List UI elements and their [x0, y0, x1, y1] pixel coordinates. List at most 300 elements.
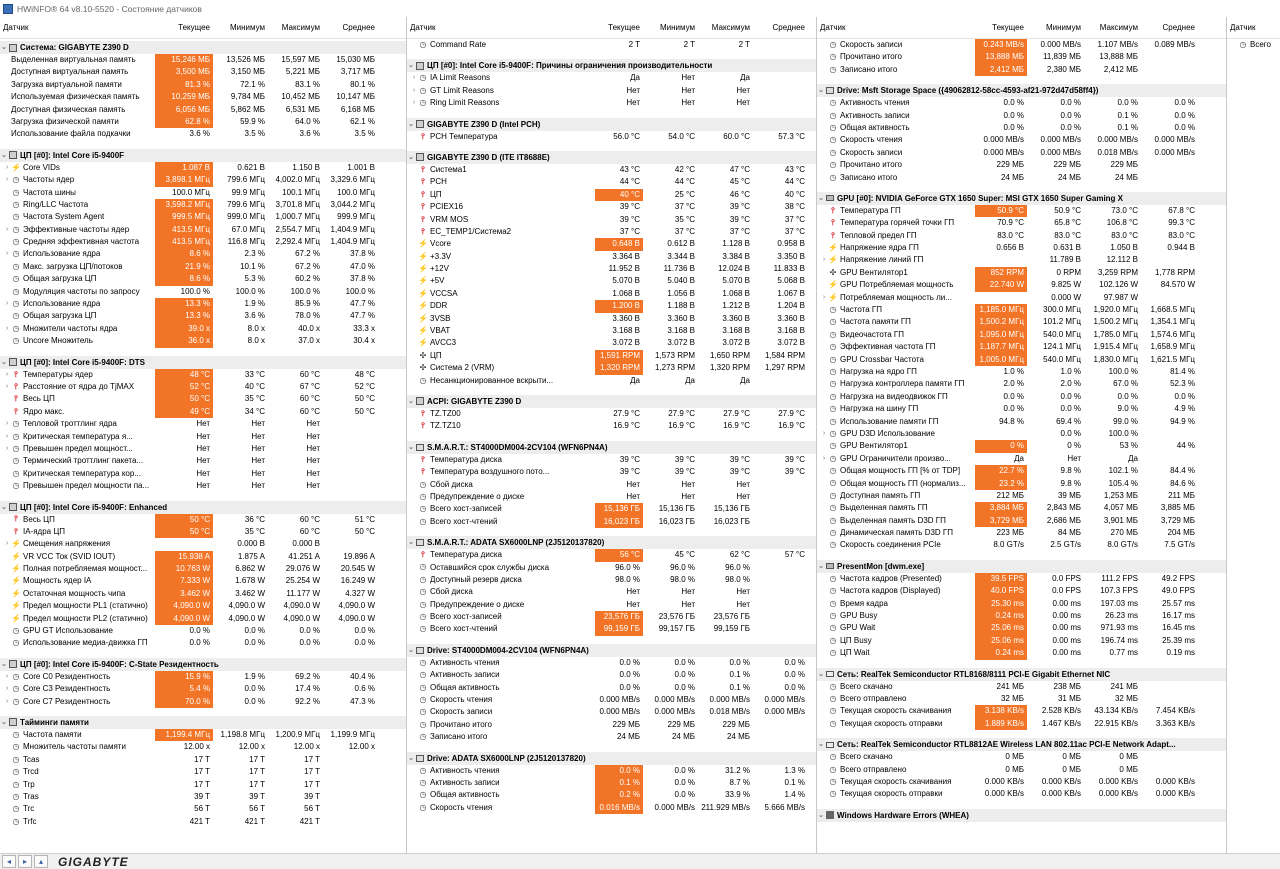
collapse-chevron-icon[interactable]: ⌄ — [1, 660, 7, 668]
collapse-chevron-icon[interactable]: ⌄ — [408, 62, 414, 70]
sensor-row[interactable] — [0, 588, 406, 600]
sensor-row[interactable] — [0, 236, 406, 248]
sensor-row[interactable] — [407, 201, 816, 213]
sensor-name-cell — [817, 598, 975, 610]
sensor-group-title: S.M.A.R.T.: ADATA SX6000LNP (2J5120137820) — [427, 538, 605, 548]
collapse-chevron-icon[interactable]: ⌄ — [408, 120, 414, 128]
sensor-row[interactable] — [817, 242, 1226, 254]
sensor-row[interactable] — [817, 217, 1226, 229]
sensor-row[interactable] — [817, 573, 1226, 585]
sensor-row[interactable] — [817, 329, 1226, 341]
sensor-row[interactable] — [0, 431, 406, 443]
voltage-bolt-icon: ⚡ — [11, 564, 21, 574]
sensor-row[interactable] — [407, 516, 816, 528]
collapse-chevron-icon[interactable]: ⌄ — [408, 646, 414, 654]
sensor-value-max: 2 T — [738, 40, 750, 49]
sensor-name: Trcd — [23, 767, 39, 777]
sensor-value-max: 39 T — [304, 791, 320, 801]
sensor-row[interactable] — [407, 479, 816, 491]
sensor-row[interactable] — [407, 131, 816, 143]
sensor-row[interactable] — [817, 230, 1226, 242]
sensor-group-header[interactable] — [407, 536, 816, 549]
sensor-row[interactable] — [817, 478, 1226, 490]
sensor-value-cur: Нет — [626, 599, 640, 609]
clock-icon: ◷ — [419, 719, 427, 729]
sensor-row[interactable] — [0, 729, 406, 741]
sensor-row[interactable] — [817, 147, 1226, 159]
collapse-chevron-icon[interactable]: ⌄ — [1, 503, 7, 511]
sensor-row[interactable] — [817, 610, 1226, 622]
sensor-pane-2[interactable] — [407, 17, 817, 853]
sensor-group-header[interactable] — [407, 59, 816, 72]
sensor-row[interactable] — [0, 637, 406, 649]
sensor-row[interactable] — [0, 766, 406, 778]
sensor-value-max: 2,412 МБ — [1103, 64, 1138, 74]
sensor-row[interactable] — [0, 224, 406, 236]
sensor-row[interactable] — [817, 416, 1226, 428]
sensor-row[interactable] — [0, 369, 406, 381]
sensor-row[interactable] — [817, 134, 1226, 146]
sensor-value-max: 1,785.0 МГц — [1093, 329, 1138, 339]
sensor-row[interactable] — [407, 325, 816, 337]
sensor-row[interactable] — [817, 585, 1226, 597]
sensor-row[interactable] — [407, 586, 816, 598]
sensor-value-max: 3.6 % — [299, 129, 320, 139]
column-header-min[interactable]: Минимум — [659, 23, 695, 32]
sensor-group-header[interactable] — [0, 41, 406, 54]
sensor-row[interactable] — [817, 776, 1226, 788]
expand-chevron-icon[interactable]: › — [5, 163, 9, 171]
sensor-row[interactable] — [0, 600, 406, 612]
sensor-row[interactable] — [0, 791, 406, 803]
sensor-name: Эффективные частоты ядер — [23, 224, 130, 234]
nav-back-icon[interactable]: ◂ — [2, 855, 16, 868]
sensor-row[interactable] — [0, 526, 406, 538]
sensor-row[interactable] — [817, 205, 1226, 217]
sensor-row[interactable] — [0, 741, 406, 753]
sensor-row[interactable] — [407, 176, 816, 188]
column-header-min[interactable]: Минимум — [1045, 23, 1081, 32]
chip-icon — [416, 120, 424, 128]
sensor-row[interactable] — [817, 788, 1226, 800]
sensor-name: Активность записи — [430, 670, 500, 680]
sensor-value-max: Нет — [736, 599, 750, 609]
sensor-row[interactable] — [407, 789, 816, 801]
sensor-name: Общая активность — [840, 122, 910, 132]
clock-icon: ◷ — [829, 52, 837, 62]
sensor-row[interactable] — [0, 625, 406, 637]
collapse-chevron-icon[interactable]: ⌄ — [1, 718, 7, 726]
sensor-value-avg: 0.19 ms — [1166, 648, 1195, 658]
sensor-name-cell — [407, 657, 595, 669]
sensor-row[interactable] — [407, 694, 816, 706]
sensor-row[interactable] — [0, 803, 406, 815]
sensor-row[interactable] — [0, 754, 406, 766]
sensor-group-header[interactable] — [817, 738, 1226, 751]
sensor-value-cur: 24 МБ — [1000, 172, 1024, 182]
expand-chevron-icon[interactable]: › — [5, 540, 9, 548]
sensor-value-cur: 1,591 RPM — [595, 350, 643, 362]
collapse-chevron-icon[interactable]: ⌄ — [408, 443, 414, 451]
sensor-row[interactable] — [0, 455, 406, 467]
sensor-row[interactable] — [817, 502, 1226, 514]
sensor-row[interactable] — [0, 104, 406, 116]
sensor-value-cur: 0.0 % — [1003, 404, 1024, 414]
sensor-group-header[interactable] — [817, 668, 1226, 681]
sensor-name-cell — [0, 696, 155, 708]
sensor-row[interactable] — [0, 696, 406, 708]
sensor-group-header[interactable] — [817, 560, 1226, 573]
sensor-row[interactable] — [407, 350, 816, 362]
collapse-chevron-icon[interactable]: ⌄ — [1, 151, 7, 159]
column-header-name[interactable]: Датчик — [820, 23, 846, 32]
sensor-value-cur: 5.070 В — [612, 276, 640, 286]
sensor-row[interactable] — [817, 527, 1226, 539]
sensor-row[interactable] — [817, 51, 1226, 63]
sensor-row[interactable] — [0, 286, 406, 298]
sensor-row[interactable] — [817, 440, 1226, 452]
sensor-row[interactable] — [407, 491, 816, 503]
sensor-row[interactable] — [817, 693, 1226, 705]
clock-icon: ◷ — [419, 670, 427, 680]
sensor-value-min: 0.0 % — [244, 684, 265, 694]
collapse-chevron-icon[interactable]: ⌄ — [818, 811, 824, 819]
column-header-max[interactable]: Максимум — [1099, 23, 1138, 32]
column-header-avg[interactable]: Среднее — [342, 23, 375, 32]
sensor-row[interactable] — [0, 683, 406, 695]
column-header-max[interactable]: Максимум — [281, 23, 320, 32]
sensor-row[interactable] — [407, 454, 816, 466]
sensor-group-header[interactable] — [407, 151, 816, 164]
sensor-row[interactable] — [407, 574, 816, 586]
collapse-chevron-icon[interactable]: ⌄ — [818, 562, 824, 570]
sensor-row[interactable] — [407, 599, 816, 611]
sensor-row[interactable] — [407, 164, 816, 176]
sensor-row[interactable] — [407, 288, 816, 300]
sensor-row[interactable] — [817, 267, 1226, 279]
sensor-row[interactable] — [0, 514, 406, 526]
sensor-group-header[interactable] — [407, 644, 816, 657]
sensor-row[interactable] — [407, 657, 816, 669]
sensor-group-title: ЦП [#0]: Intel Core i5-9400F: C-State Резидентность — [20, 659, 219, 669]
expand-chevron-icon[interactable]: › — [5, 432, 9, 440]
sensor-row[interactable] — [407, 226, 816, 238]
column-header-cur[interactable]: Текущее — [178, 23, 210, 32]
group-spacer — [407, 528, 816, 532]
sensor-row[interactable] — [0, 393, 406, 405]
sensor-row[interactable] — [0, 563, 406, 575]
sensor-row[interactable] — [0, 91, 406, 103]
sensor-row[interactable] — [407, 375, 816, 387]
column-header-cur[interactable]: Текущее — [992, 23, 1024, 32]
sensor-group-header[interactable] — [0, 356, 406, 369]
sensor-row[interactable] — [817, 292, 1226, 304]
sensor-value-avg: 1,668.5 МГц — [1150, 305, 1195, 315]
sensor-row[interactable] — [817, 354, 1226, 366]
sensor-row[interactable] — [407, 337, 816, 349]
column-header-name[interactable]: Датчик — [410, 23, 436, 32]
sensor-row[interactable] — [0, 335, 406, 347]
sensor-group-header[interactable] — [407, 395, 816, 408]
sensor-row[interactable] — [0, 66, 406, 78]
expand-chevron-icon[interactable]: › — [5, 444, 9, 452]
sensor-row[interactable] — [817, 97, 1226, 109]
sensor-name: Видеочастота ГП — [840, 329, 904, 339]
sensor-row[interactable] — [407, 719, 816, 731]
sensor-row[interactable] — [817, 718, 1226, 730]
column-header-name[interactable]: Датчик — [3, 23, 29, 32]
sensor-row[interactable] — [0, 310, 406, 322]
expand-chevron-icon[interactable]: › — [412, 99, 416, 107]
collapse-chevron-icon[interactable]: ⌄ — [1, 44, 7, 51]
sensor-row[interactable] — [1227, 39, 1280, 51]
sensor-value-cur: 44 °C — [619, 177, 640, 187]
expand-chevron-icon[interactable]: › — [412, 74, 416, 82]
sensor-row[interactable] — [817, 635, 1226, 647]
sensor-group-header[interactable] — [817, 192, 1226, 205]
sensor-row[interactable] — [407, 263, 816, 275]
sensor-pane-1[interactable] — [0, 17, 407, 853]
expand-chevron-icon[interactable]: › — [822, 293, 826, 301]
column-header-cur[interactable]: Текущее — [608, 23, 640, 32]
sensor-row[interactable] — [0, 538, 406, 550]
sensor-row[interactable] — [817, 316, 1226, 328]
sensor-row[interactable] — [817, 304, 1226, 316]
sensor-row[interactable] — [0, 273, 406, 285]
expand-chevron-icon[interactable]: › — [5, 250, 9, 258]
sensor-row[interactable] — [817, 39, 1226, 51]
sensor-row[interactable] — [407, 313, 816, 325]
sensor-row[interactable] — [0, 381, 406, 393]
sensor-row[interactable] — [407, 706, 816, 718]
sensor-row[interactable] — [0, 248, 406, 260]
clock-icon: ◷ — [12, 286, 20, 296]
sensor-row[interactable] — [817, 254, 1226, 266]
sensor-row[interactable] — [0, 199, 406, 211]
sensor-value-max: 60 °C — [299, 406, 320, 416]
sensor-row[interactable] — [817, 622, 1226, 634]
sensor-row[interactable] — [817, 751, 1226, 763]
expand-chevron-icon[interactable]: › — [5, 697, 9, 705]
column-header-name[interactable]: Датчик — [1230, 23, 1256, 32]
sensor-row[interactable] — [407, 765, 816, 777]
sensor-name: Текущая скорость отправки — [840, 789, 943, 799]
sensor-row[interactable] — [0, 128, 406, 140]
sensor-group-header[interactable] — [0, 716, 406, 729]
collapse-chevron-icon[interactable]: ⌄ — [408, 153, 414, 161]
sensor-row[interactable] — [407, 275, 816, 287]
sensor-row[interactable] — [817, 428, 1226, 440]
sensor-row[interactable] — [817, 465, 1226, 477]
sensor-value-cur: 1,199.4 МГц — [155, 729, 213, 741]
expand-chevron-icon[interactable]: › — [5, 225, 9, 233]
sensor-row[interactable] — [817, 341, 1226, 353]
sensor-value-min: 15,136 ГБ — [658, 504, 695, 514]
sensor-row[interactable] — [407, 420, 816, 432]
sensor-row[interactable] — [407, 802, 816, 814]
sensor-row[interactable] — [0, 418, 406, 430]
sensor-row[interactable] — [817, 172, 1226, 184]
expand-chevron-icon[interactable]: › — [412, 86, 416, 94]
sensor-row[interactable] — [407, 611, 816, 623]
column-header-avg[interactable]: Среднее — [1162, 23, 1195, 32]
expand-chevron-icon[interactable]: › — [822, 429, 826, 437]
sensor-row[interactable] — [817, 539, 1226, 551]
sensor-row[interactable] — [817, 681, 1226, 693]
sensor-value-min: 10.1 % — [240, 261, 265, 271]
sensor-row[interactable] — [0, 323, 406, 335]
sensor-group-header[interactable] — [817, 84, 1226, 97]
sensor-row[interactable] — [0, 480, 406, 492]
sensor-row[interactable] — [817, 366, 1226, 378]
collapse-chevron-icon[interactable]: ⌄ — [818, 87, 824, 95]
sensor-row[interactable] — [407, 189, 816, 201]
sensor-row[interactable] — [817, 391, 1226, 403]
nav-forward-icon[interactable]: ▸ — [18, 855, 32, 868]
sensor-row[interactable] — [817, 453, 1226, 465]
sensor-row[interactable] — [817, 705, 1226, 717]
sensor-row[interactable] — [817, 110, 1226, 122]
sensor-row[interactable] — [0, 816, 406, 828]
sensor-row[interactable] — [407, 72, 816, 84]
sensor-row[interactable] — [407, 623, 816, 635]
expand-chevron-icon[interactable]: › — [5, 370, 9, 378]
fan-icon: ✣ — [419, 350, 427, 360]
sensor-row[interactable] — [407, 466, 816, 478]
sensor-row[interactable] — [407, 300, 816, 312]
sensor-group-header[interactable] — [0, 501, 406, 514]
sensor-row[interactable] — [0, 443, 406, 455]
sensor-row[interactable] — [0, 298, 406, 310]
group-spacer — [817, 76, 1226, 80]
sensor-row[interactable] — [407, 97, 816, 109]
collapse-chevron-icon[interactable]: ⌄ — [408, 397, 414, 405]
sensor-value-max: 0.000 KB/s — [1098, 789, 1138, 799]
sensor-group-header[interactable] — [407, 441, 816, 454]
collapse-chevron-icon[interactable]: ⌄ — [1, 358, 7, 366]
sensor-name-cell — [1227, 39, 1280, 51]
sensor-row[interactable] — [817, 403, 1226, 415]
sensor-row[interactable] — [0, 779, 406, 791]
sensor-row[interactable] — [407, 731, 816, 743]
sensor-name: Оставшийся срок службы диска — [430, 562, 550, 572]
sensor-row[interactable] — [817, 490, 1226, 502]
sensor-value-avg: 0.000 KB/s — [1155, 776, 1195, 786]
sensor-row[interactable] — [0, 261, 406, 273]
collapse-chevron-icon[interactable]: ⌄ — [408, 754, 414, 762]
sensor-group-header[interactable] — [0, 658, 406, 671]
sensor-group-header[interactable] — [0, 149, 406, 162]
sensor-row[interactable] — [0, 468, 406, 480]
sensor-value-cur: Нет — [196, 481, 210, 491]
expand-chevron-icon[interactable]: › — [5, 685, 9, 693]
clock-icon: ◷ — [829, 693, 837, 703]
expand-chevron-icon[interactable]: › — [5, 672, 9, 680]
sensor-row[interactable] — [817, 378, 1226, 390]
sensor-row[interactable] — [817, 122, 1226, 134]
sensor-row[interactable] — [0, 79, 406, 91]
sensor-value-max: 13,888 МБ — [1099, 52, 1138, 62]
sensor-value-cur: Нет — [196, 456, 210, 466]
sensor-row[interactable] — [0, 211, 406, 223]
sensor-row[interactable] — [407, 562, 816, 574]
sensor-row[interactable] — [0, 406, 406, 418]
sensor-row[interactable] — [407, 85, 816, 97]
sensor-row[interactable] — [0, 551, 406, 563]
sensor-row[interactable] — [0, 116, 406, 128]
sensor-row[interactable] — [407, 214, 816, 226]
expand-chevron-icon[interactable]: › — [5, 324, 9, 332]
expand-chevron-icon[interactable]: › — [5, 420, 9, 428]
sensor-row[interactable] — [817, 515, 1226, 527]
expand-chevron-icon[interactable]: › — [822, 256, 826, 264]
sensor-value-max: 98.0 % — [725, 574, 750, 584]
sensor-row[interactable] — [0, 54, 406, 66]
clock-icon: ◷ — [829, 718, 837, 728]
sensor-row[interactable] — [407, 549, 816, 561]
collapse-chevron-icon[interactable]: ⌄ — [408, 539, 414, 547]
collapse-chevron-icon[interactable]: ⌄ — [818, 741, 824, 749]
sensor-row[interactable] — [817, 279, 1226, 291]
sensor-row[interactable] — [407, 503, 816, 515]
collapse-chevron-icon[interactable]: ⌄ — [818, 670, 824, 678]
sensor-group-header[interactable] — [407, 118, 816, 131]
sensor-value-cur: 1.889 KB/s — [975, 718, 1027, 730]
sensor-name: Время кадра — [840, 598, 888, 608]
sensor-row[interactable] — [817, 598, 1226, 610]
sensor-row[interactable] — [407, 408, 816, 420]
sensor-row[interactable] — [0, 613, 406, 625]
sensor-row[interactable] — [407, 362, 816, 374]
sensor-pane-4[interactable] — [1227, 17, 1280, 853]
sensor-group-header[interactable] — [407, 752, 816, 765]
sensor-row[interactable] — [0, 575, 406, 587]
column-header-max[interactable]: Максимум — [711, 23, 750, 32]
sensor-row[interactable] — [407, 39, 816, 51]
sensor-name: GPU Wait — [840, 623, 876, 633]
sensor-name: Превышен предел мощности па... — [23, 481, 150, 491]
sensor-row[interactable] — [817, 64, 1226, 76]
sensor-row[interactable] — [817, 647, 1226, 659]
sensor-pane-3[interactable] — [817, 17, 1227, 853]
sensor-row[interactable] — [407, 251, 816, 263]
sensor-row[interactable] — [0, 174, 406, 186]
sensor-value-avg: 50 °C — [354, 394, 375, 404]
expand-chevron-icon[interactable]: › — [5, 176, 9, 184]
sensor-row[interactable] — [407, 777, 816, 789]
column-header-avg[interactable]: Среднее — [772, 23, 805, 32]
sensor-row[interactable] — [0, 671, 406, 683]
sensor-group-header[interactable] — [817, 809, 1226, 822]
sensor-row[interactable] — [817, 764, 1226, 776]
expand-chevron-icon[interactable]: › — [5, 300, 9, 308]
sensor-name-cell — [817, 39, 975, 51]
expand-chevron-icon[interactable]: › — [822, 454, 826, 462]
sensor-row[interactable] — [407, 669, 816, 681]
sensor-row[interactable] — [817, 159, 1226, 171]
expand-chevron-icon[interactable]: › — [5, 382, 9, 390]
sensor-row[interactable] — [0, 162, 406, 174]
clock-icon: ◷ — [12, 468, 20, 478]
nav-expand-icon[interactable]: ▴ — [34, 855, 48, 868]
sensor-name-cell — [407, 777, 595, 789]
sensor-value-avg — [323, 779, 378, 791]
column-header-min[interactable]: Минимум — [229, 23, 265, 32]
sensor-row[interactable] — [407, 238, 816, 250]
sensor-row[interactable] — [0, 187, 406, 199]
collapse-chevron-icon[interactable]: ⌄ — [818, 194, 824, 202]
sensor-row[interactable] — [407, 682, 816, 694]
